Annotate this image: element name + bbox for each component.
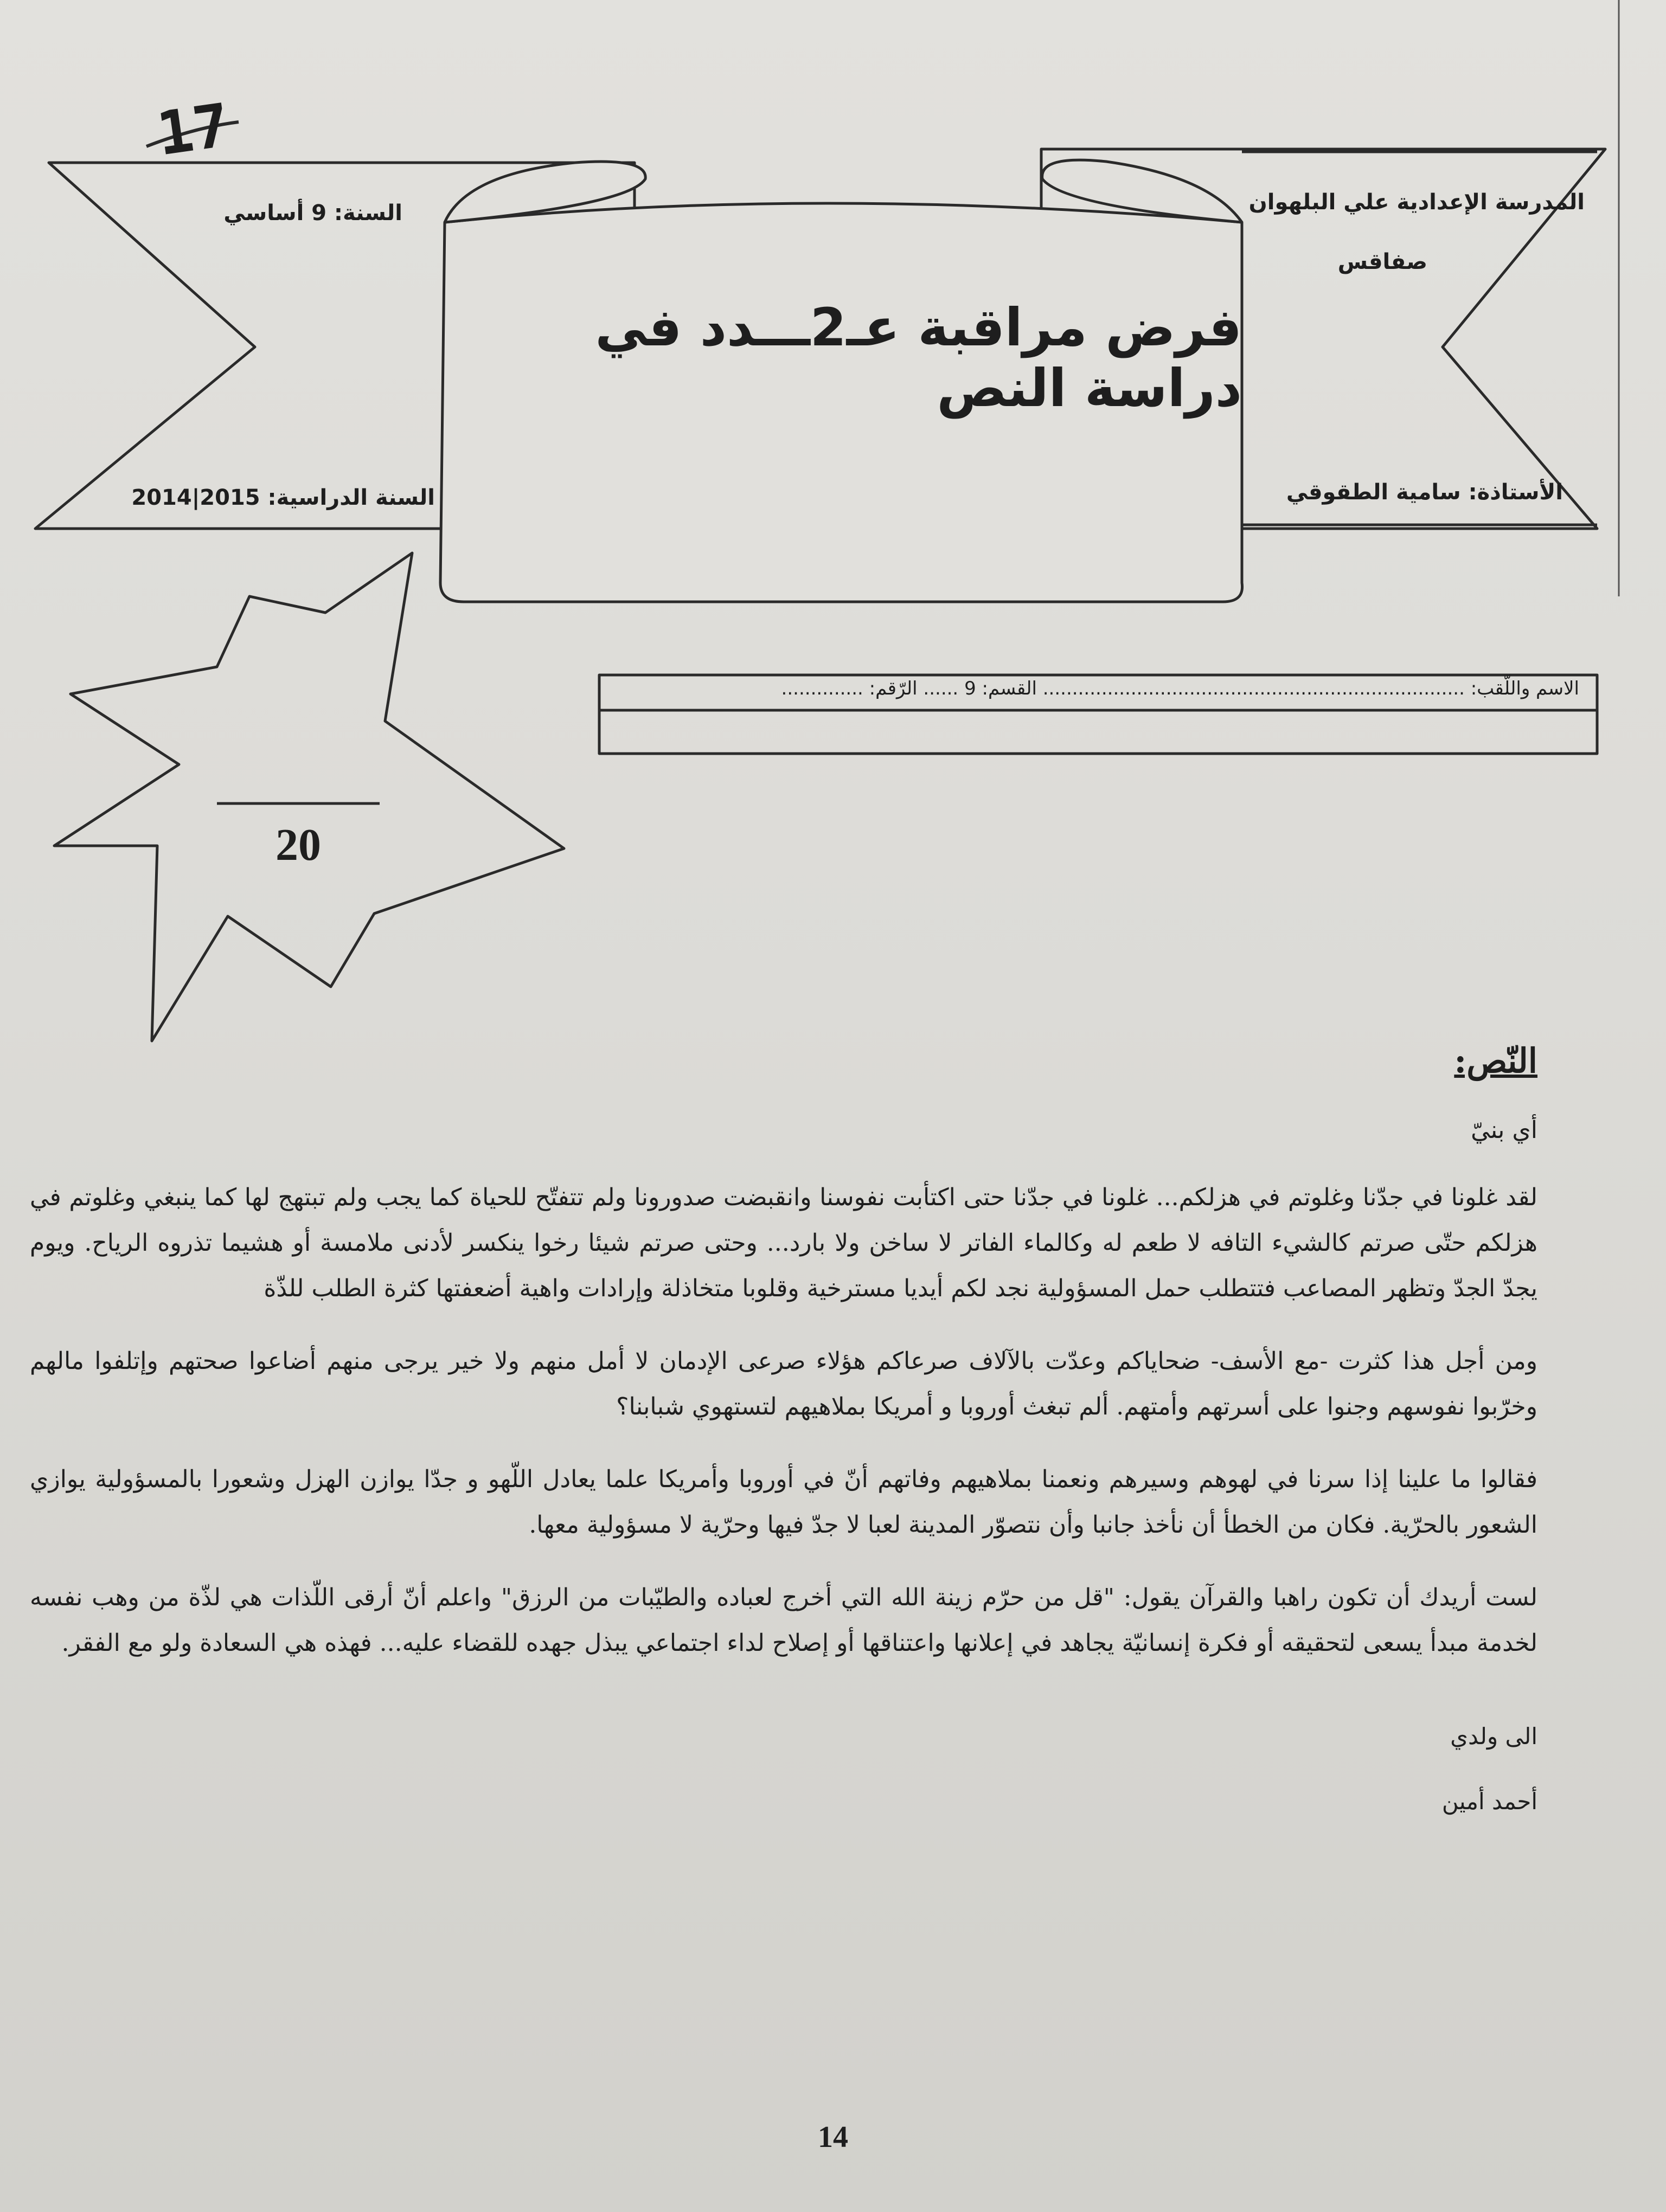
name-field[interactable]: ........................................................................	[1042, 678, 1465, 699]
handwritten-grade: 17	[152, 90, 234, 169]
exam-title: فرض مراقبة عـ2ـــدد في دراسة النص	[595, 297, 1242, 419]
school-year: السنة الدراسية: 2015|2014	[131, 485, 435, 510]
max-score: 20	[275, 820, 321, 870]
name-label: الاسم واللّقب:	[1470, 678, 1579, 699]
teacher-name: الأستاذة: سامية الطقوقي	[1286, 480, 1563, 505]
addressee: الى ولدي	[1450, 1723, 1537, 1750]
paragraph-3: فقالوا ما علينا إذا سرنا في لهوهم وسيرهم ونعمنا بملاهيهم وفاتهم أنّ في أوروبا وأمريكا علما يعادل اللّهو و جدّا يوازن الهزل وشعورا بالمسؤولية يوازي الشعور بالحرّية. فكان من الخطأ أن نأخذ جانبا وأن نتصوّر المدينة لعبا لا جدّ فيها وحرّية لا مسؤولية معها.	[30, 1465, 1537, 1539]
paragraph-2: ومن أجل هذا كثرت -مع الأسف- ضحاياكم وعدّت بالآلاف صرعاكم هؤلاء صرعى الإدمان لا أمل منهم ولا خير يرجى منهم أضاعوا صحتهم وإتلفوا مالهم وخرّبوا نفوسهم وجنوا على أسرتهم وأمتهم. ألم تبغث أوروبا و أمريكا بملاهيهم لتستهوي شبابنا؟	[30, 1347, 1537, 1420]
signature-block	[30, 1704, 1537, 1834]
grade-level: السنة: 9 أساسي	[223, 201, 402, 226]
number-field[interactable]: ..............	[781, 678, 863, 699]
student-name-row	[781, 678, 1579, 699]
class-value: 9	[964, 678, 976, 699]
class-label: القسم:	[982, 678, 1037, 699]
header-frame	[0, 0, 1666, 1057]
paragraph-4: لست أريدك أن تكون راهبا والقرآن يقول: "قل من حرّم زينة الله التي أخرج لعباده والطيّبات من الرزق" واعلم أنّ أرقى اللّذات هي لذّة من وهب نفسه لخدمة مبدأ يسعى لتحقيقه أو فكرة إنسانيّة يجاهد في إعلانها واعتناقها أو إصلاح لداء اجتماعي يبذل جهده للقضاء عليه... فهذه هي السعادة ولو مع الفقر.	[30, 1584, 1537, 1657]
page-number: 14	[818, 2120, 848, 2154]
paragraph-1: لقد غلونا في جدّنا وغلوتم في هزلكم... غلونا في جدّنا حتى اكتأبت نفوسنا وانقبضت صدورونا ولم تتفتّح للحياة كما يجب ولم تبتهج لها كما ينبغي وغلوتم في هزلكم حتّى صرتم كالشيء التافه لا طعم له وكالماء الفاتر لا ساخن ولا بارد... وحتى صرتم شيئا رخوا ينكسر لأدنى ملامسة أو هشيما تذروه الرياح. ويوم يجدّ الجدّ وتظهر المصاعب فتتطلب حمل المسؤولية نجد لكم أيديا مسترخية وقلوبا متخاذلة وإرادات واهية أضعفتها كثرة الطلب للذّة	[30, 1184, 1537, 1302]
city-name: صفاقس	[1337, 249, 1427, 274]
school-name: المدرسة الإعدادية علي البلهوان	[1248, 190, 1585, 215]
text-heading: النّص:	[1454, 1041, 1537, 1081]
reading-text	[30, 1041, 1537, 1834]
number-label: الرّقم:	[869, 678, 918, 699]
salutation: أي بنيّ	[1471, 1116, 1537, 1144]
score-starburst	[54, 553, 564, 1041]
author-name: أحمد أمين	[1441, 1788, 1537, 1815]
class-field[interactable]: ......	[923, 678, 959, 699]
